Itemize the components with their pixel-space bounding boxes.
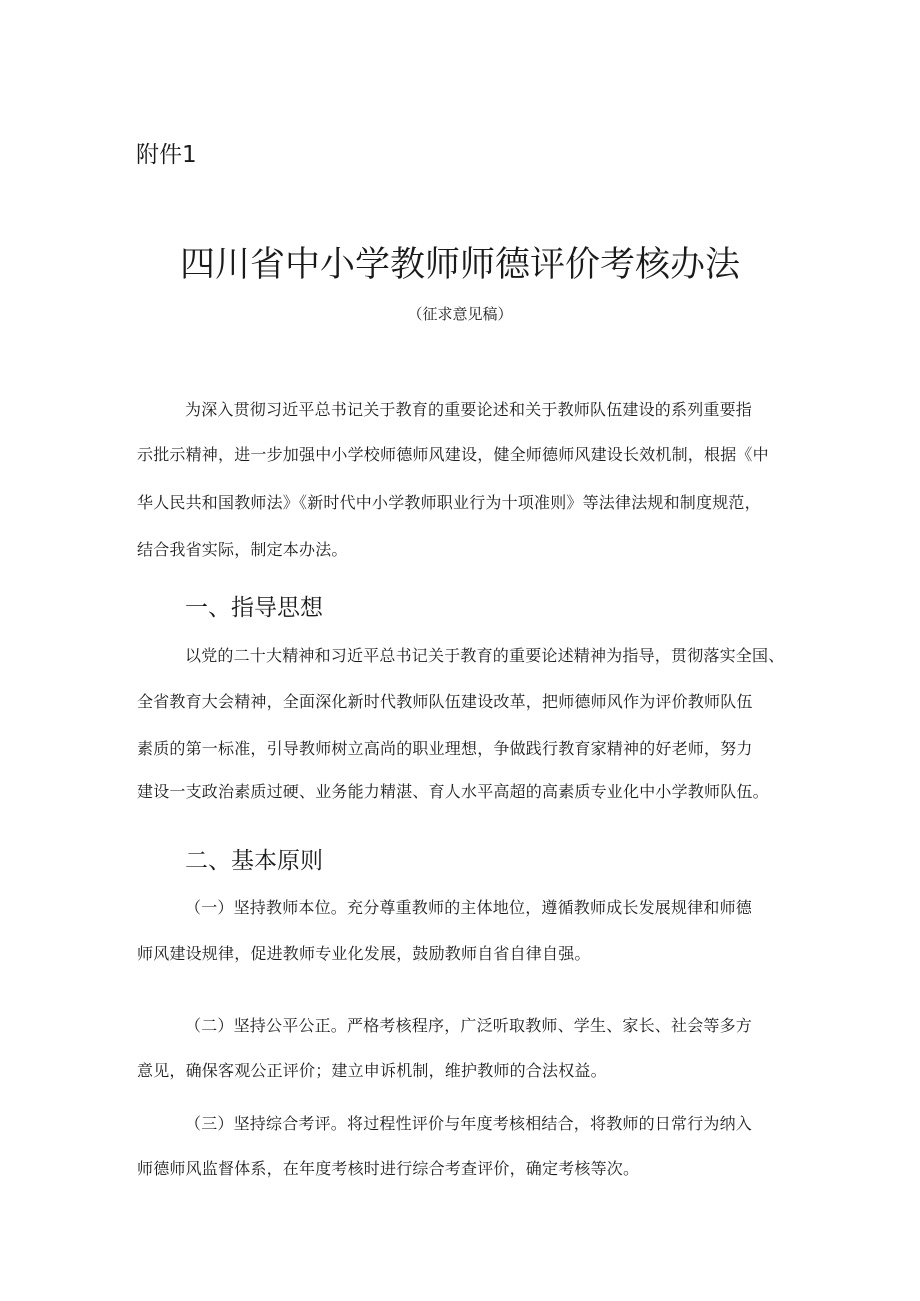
paragraph-line: （二）坚持公平公正。严格考核程序，广泛听取教师、学生、家长、社会等多方: [185, 1016, 753, 1035]
section-heading-basic-principles: 二、基本原则: [185, 848, 323, 874]
paragraph-line: 建设一支政治素质过硬、业务能力精湛、育人水平高超的高素质专业化中小学教师队伍。: [137, 782, 769, 801]
paragraph-line: 意见，确保客观公正评价；建立申诉机制，维护教师的合法权益。: [137, 1061, 607, 1080]
paragraph-line: 以党的二十大精神和习近平总书记关于教育的重要论述精神为指导，贯彻落实全国、: [185, 646, 785, 665]
document-subtitle: （征求意见稿）: [407, 305, 513, 323]
paragraph-line: 师风建设规律，促进教师专业化发展，鼓励教师自省自律自强。: [137, 944, 591, 963]
intro-line: 华人民共和国教师法》《新时代中小学教师职业行为十项准则》等法律法规和制度规范，: [137, 493, 761, 512]
document-title: 四川省中小学教师师德评价考核办法: [179, 245, 740, 285]
attachment-label: 附件1: [136, 142, 197, 168]
paragraph-line: （一）坚持教师本位。充分尊重教师的主体地位，遵循教师成长发展规律和师德: [185, 898, 753, 917]
paragraph-line: 全省教育大会精神，全面深化新时代教师队伍建设改革，把师德师风作为评价教师队伍: [137, 692, 753, 711]
section-heading-guiding-ideology: 一、指导思想: [185, 595, 323, 621]
paragraph-line: 素质的第一标准，引导教师树立高尚的职业理想，争做践行教育家精神的好老师，努力: [137, 739, 753, 758]
paragraph-line: 师德师风监督体系，在年度考核时进行综合考查评价，确定考核等次。: [137, 1159, 640, 1178]
intro-line: 示批示精神，进一步加强中小学校师德师风建设，健全师德师风建设长效机制，根据《中: [137, 445, 769, 464]
intro-line: 为深入贯彻习近平总书记关于教育的重要论述和关于教师队伍建设的系列重要指: [185, 400, 753, 419]
paragraph-line: （三）坚持综合考评。将过程性评价与年度考核相结合，将教师的日常行为纳入: [185, 1114, 753, 1133]
intro-line: 结合我省实际，制定本办法。: [137, 540, 348, 559]
